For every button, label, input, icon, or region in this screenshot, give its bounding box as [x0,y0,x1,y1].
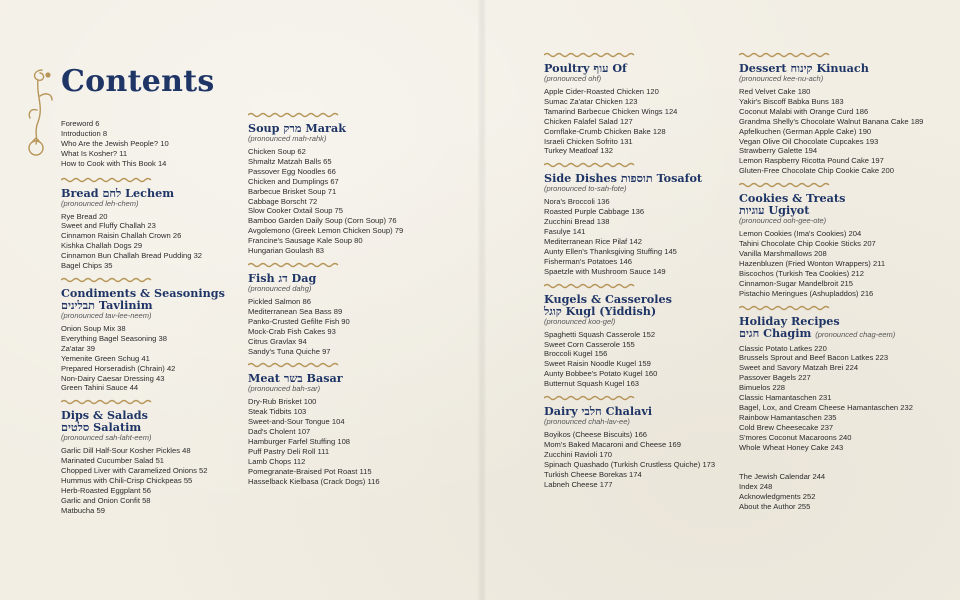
list-item[interactable]: Shmaltz Matzah Balls 65 [248,156,332,166]
list-item[interactable]: Passover Bagels 227 [739,373,811,383]
list-item[interactable]: Bagel Chips 35 [61,261,113,271]
list-item[interactable]: Fasulye 141 [544,227,586,237]
list-item[interactable]: Avgolemono (Greek Lemon Chicken Soup) 79 [248,226,404,236]
section-bread [61,187,241,271]
section-dips [61,409,241,515]
wave-divider [544,52,636,58]
list-item[interactable]: Gluten-Free Chocolate Chip Cookie Cake 200 [739,166,894,176]
list-item[interactable]: Lemon Raspberry Ricotta Pound Cake 197 [739,156,884,166]
pronunciation: (pronounced koo-gel) [544,316,616,326]
list-item[interactable]: Strawberry Galette 194 [739,146,818,156]
list-item[interactable]: Hummus with Chili-Crisp Chickpeas 55 [61,476,193,486]
section-title-hebrew: חגים Chagim (pronounced chag-eem) [739,325,896,340]
section-condiments [61,287,241,393]
list-item[interactable]: Vanilla Marshmallows 208 [739,248,827,258]
section-title: Fish דג Dag [248,270,317,285]
section-title: Dessert קינוח Kinuach [739,61,869,75]
wave-divider [544,395,636,401]
list-item[interactable]: Puff Pastry Deli Roll 111 [248,446,330,456]
section-title: Kugels & Casseroles [544,291,672,306]
list-item[interactable]: Steak Tidbits 103 [248,407,307,417]
list-item[interactable]: Spaetzle with Mushroom Sauce 149 [544,266,666,276]
wave-divider [61,277,153,283]
list-item[interactable]: Non-Dairy Caesar Dressing 43 [61,373,165,383]
section-title: Bread לחם Lechem [61,185,175,200]
column-3 [544,52,734,489]
list-item[interactable]: Zucchini Bread 138 [544,217,610,227]
section-title: Condiments & Seasonings [61,285,225,300]
pronunciation: (pronounced to-sah-fote) [544,184,627,194]
list-item[interactable]: Cinnamon-Sugar Mandelbroit 215 [739,278,853,288]
section-title: Soup מרק Marak [248,121,346,135]
list-item[interactable]: Herb-Roasted Eggplant 56 [61,485,151,495]
list-item[interactable]: Dry-Rub Brisket 100 [248,397,317,407]
list-item[interactable]: Labneh Cheese 177 [544,479,613,489]
pronunciation: (pronounced leh-chem) [61,198,139,208]
list-item[interactable]: Cabbage Borscht 72 [248,196,318,206]
list-item[interactable]: Israeli Chicken Sofrito 131 [544,136,633,146]
list-item[interactable]: Bagel, Lox, and Cream Cheese Hamantaschen 232 [739,402,913,412]
column-1 [61,64,241,516]
list-item[interactable]: Sweet-and-Sour Tongue 104 [248,417,345,427]
list-item[interactable]: Sumac Za'atar Chicken 123 [544,96,638,106]
back-matter-list [739,472,939,512]
list-item[interactable]: Classic Hamantaschen 231 [739,393,832,403]
list-item[interactable]: S'mores Coconut Macaroons 240 [739,432,852,442]
pronunciation: (pronounced dahg) [248,283,312,293]
list-item[interactable]: Pomegranate-Braised Pot Roast 115 [248,466,372,476]
wave-divider [248,262,340,268]
list-item[interactable]: Chicken Falafel Salad 127 [544,116,633,126]
list-item[interactable]: Brussels Sprout and Beef Bacon Latkes 223 [739,353,889,363]
section-title-hebrew: עוגיות Ugiyot [739,203,810,218]
list-item[interactable]: Biscochos (Turkish Tea Cookies) 212 [739,268,864,278]
wave-divider [248,362,340,368]
wave-divider [739,52,831,58]
list-item[interactable]: Citrus Gravlax 94 [248,336,307,346]
list-item[interactable]: Vegan Olive Oil Chocolate Cupcakes 193 [739,136,879,146]
pronunciation: (pronounced mah-rahk) [248,134,327,143]
section-title: Holiday Recipes [739,313,840,328]
list-item[interactable]: Barbecue Brisket Soup 71 [248,186,337,196]
list-item[interactable]: Coconut Malabi with Orange Curd 186 [739,106,869,116]
list-item[interactable]: Nora's Broccoli 136 [544,197,610,207]
list-item[interactable]: Zucchini Ravioli 170 [544,449,612,459]
pronunciation: (pronounced tav-lee-neem) [61,310,152,320]
list-item[interactable]: Everything Bagel Seasoning 38 [61,333,167,343]
section-holiday [739,315,939,453]
list-item[interactable]: Cold Brew Cheesecake 237 [739,422,834,432]
pronunciation: (pronounced chah-lav-ee) [544,417,630,427]
list-item[interactable]: Sandy's Tuna Quiche 97 [248,346,331,356]
section-title: Poultry עוף Of [544,61,627,75]
wave-divider [739,182,831,188]
list-item[interactable]: About the Author 255 [739,502,811,512]
list-item[interactable]: Chicken and Dumplings 67 [248,176,339,186]
section-fish [248,272,448,356]
book-gutter [478,0,486,600]
list-item[interactable]: Yakir's Biscoff Babka Buns 183 [739,96,844,106]
section-sides [544,172,734,276]
section-title: Side Dishes תוספות Tosafot [544,171,703,186]
list-item[interactable]: Chicken Soup 62 [248,147,306,156]
section-dessert [739,62,939,176]
list-item[interactable]: Turkey Meatloaf 132 [544,146,613,156]
section-title-hebrew: סלטים Salatim [61,420,142,435]
section-title-hebrew: תבלינים Tavlinim [61,297,153,312]
list-item[interactable]: Rainbow Hamantaschen 235 [739,412,837,422]
list-item[interactable]: Apfelkuchen (German Apple Cake) 190 [739,126,872,136]
list-item[interactable]: Red Velvet Cake 180 [739,87,811,96]
list-item[interactable]: Tamarind Barbecue Chicken Wings 124 [544,106,678,116]
list-item[interactable]: Lamb Chops 112 [248,456,306,466]
list-item[interactable]: Sweet Corn Casserole 155 [544,339,635,349]
list-item[interactable]: Spaghetti Squash Casserole 152 [544,329,656,339]
list-item[interactable]: Garlic and Onion Confit 58 [61,495,151,505]
wave-divider [61,177,153,183]
section-soup [248,122,448,256]
list-item[interactable]: Broccoli Kugel 156 [544,349,608,359]
column-4 [739,52,939,512]
list-item[interactable]: Hazenbluzen (Fried Wonton Wrappers) 211 [739,258,886,268]
list-item[interactable]: Whole Wheat Honey Cake 243 [739,442,844,452]
list-item[interactable]: Panko-Crusted Gefilte Fish 90 [248,316,350,326]
list-item[interactable]: Foreword 6 [61,119,100,128]
section-kugels [544,293,734,389]
section-dairy [544,405,734,489]
list-item[interactable]: Mediterranean Rice Pilaf 142 [544,236,642,246]
list-item[interactable]: Introduction 8 [61,128,108,138]
list-item[interactable]: Francine's Sausage Kale Soup 80 [248,236,363,246]
list-item[interactable]: Aunty Ellen's Thanksgiving Stuffing 145 [544,246,677,256]
list-item[interactable]: Marinated Cucumber Salad 51 [61,456,165,466]
list-item[interactable]: Cornflake-Crumb Chicken Bake 128 [544,126,666,136]
pomegranate-vine-icon [24,66,60,158]
list-item[interactable]: Classic Potato Latkes 220 [739,343,827,353]
wave-divider [544,283,636,289]
pronunciation: (pronounced ooh-gee-ote) [739,216,827,226]
list-item[interactable]: Spinach Quashado (Turkish Crustless Quiche) 173 [544,459,716,469]
list-item[interactable]: Mom's Baked Macaroni and Cheese 169 [544,439,681,449]
list-item[interactable]: Bimuelos 228 [739,383,786,393]
list-item[interactable]: Index 248 [739,482,773,492]
list-item[interactable]: Roasted Purple Cabbage 136 [544,207,645,217]
pronunciation: (pronounced chag-eem) [815,329,896,339]
pronunciation: (pronounced ohf) [544,74,602,83]
list-item[interactable]: Pickled Salmon 86 [248,296,311,306]
list-item[interactable]: Garlic Dill Half-Sour Kosher Pickles 48 [61,446,191,456]
list-item[interactable]: How to Cook with This Book 14 [61,158,167,168]
list-item[interactable]: Passover Egg Noodles 66 [248,166,336,176]
list-item[interactable]: Mock-Crab Fish Cakes 93 [248,326,336,336]
front-matter-list [61,119,241,169]
list-item[interactable]: Rye Bread 20 [61,211,108,221]
pronunciation: (pronounced bah-sar) [248,384,321,394]
list-item[interactable]: Hasselback Kielbasa (Crack Dogs) 116 [248,476,380,486]
list-item[interactable]: Tahini Chocolate Chip Cookie Sticks 207 [739,239,876,249]
list-item[interactable]: Turkish Cheese Borekas 174 [544,469,642,479]
list-item[interactable]: Grandma Shelly's Chocolate Walnut Banana Cake 189 [739,116,924,126]
pronunciation: (pronounced kee-nu-ach) [739,74,824,83]
pronunciation: (pronounced sah-laht-eem) [61,433,152,443]
list-item[interactable]: Sweet and Savory Matzah Brei 224 [739,363,859,373]
list-item[interactable]: Boyikos (Cheese Biscuits) 166 [544,430,648,440]
list-item[interactable]: Prepared Horseradish (Chrain) 42 [61,363,176,373]
wave-divider [544,162,636,168]
list-item[interactable]: Sweet Raisin Noodle Kugel 159 [544,359,651,369]
list-item[interactable]: Kishka Challah Dogs 29 [61,241,143,251]
list-item[interactable]: Za'atar 39 [61,343,95,353]
list-item[interactable]: Hamburger Farfel Stuffing 108 [248,437,351,447]
list-item[interactable]: Sweet and Fluffy Challah 23 [61,221,156,231]
list-item[interactable]: Bamboo Garden Daily Soup (Corn Soup) 76 [248,216,397,226]
list-item[interactable]: Dad's Cholent 107 [248,427,311,437]
list-item[interactable]: Apple Cider-Roasted Chicken 120 [544,87,659,96]
wave-divider [739,305,831,311]
section-title: Meat בשר Basar [248,371,343,386]
list-item[interactable]: Slow Cooker Oxtail Soup 75 [248,206,343,216]
page-title: Contents [61,64,215,99]
wave-divider [248,112,340,118]
list-item[interactable]: Lemon Cookies (Ima's Cookies) 204 [739,229,862,239]
list-item[interactable]: Fisherman's Potatoes 146 [544,256,632,266]
list-item[interactable]: Pistachio Meringues (Ashupladdos) 216 [739,288,874,298]
list-item[interactable]: The Jewish Calendar 244 [739,472,826,482]
column-2 [248,112,448,487]
section-title-hebrew: קוגל Kugl (Yiddish) [544,303,657,318]
section-cookies [739,192,939,298]
section-title: Dairy חלבי Chalavi [544,404,653,419]
list-item[interactable]: Cinnamon Bun Challah Bread Pudding 32 [61,251,203,261]
section-meat [248,372,448,486]
wave-divider [61,399,153,405]
list-item[interactable]: Who Are the Jewish People? 10 [61,138,169,148]
list-item[interactable]: Cinnamon Raisin Challah Crown 26 [61,231,182,241]
list-item[interactable]: Aunty Bobbee's Potato Kugel 160 [544,369,658,379]
list-item[interactable]: Mediterranean Sea Bass 89 [248,306,343,316]
list-item[interactable]: Hungarian Goulash 83 [248,246,325,256]
list-item[interactable]: Butternut Squash Kugel 163 [544,379,640,389]
list-item[interactable]: Chopped Liver with Caramelized Onions 52 [61,466,208,476]
list-item[interactable]: Matbucha 59 [61,505,105,515]
section-title: Dips & Salads [61,408,148,423]
list-item[interactable]: Green Tahini Sauce 44 [61,383,139,393]
list-item[interactable]: Onion Soup Mix 38 [61,323,126,333]
list-item[interactable]: What Is Kosher? 11 [61,148,128,158]
section-poultry [544,62,734,156]
list-item[interactable]: Yemenite Green Schug 41 [61,353,150,363]
list-item[interactable]: Acknowledgments 252 [739,492,816,502]
section-title: Cookies & Treats [739,191,846,206]
